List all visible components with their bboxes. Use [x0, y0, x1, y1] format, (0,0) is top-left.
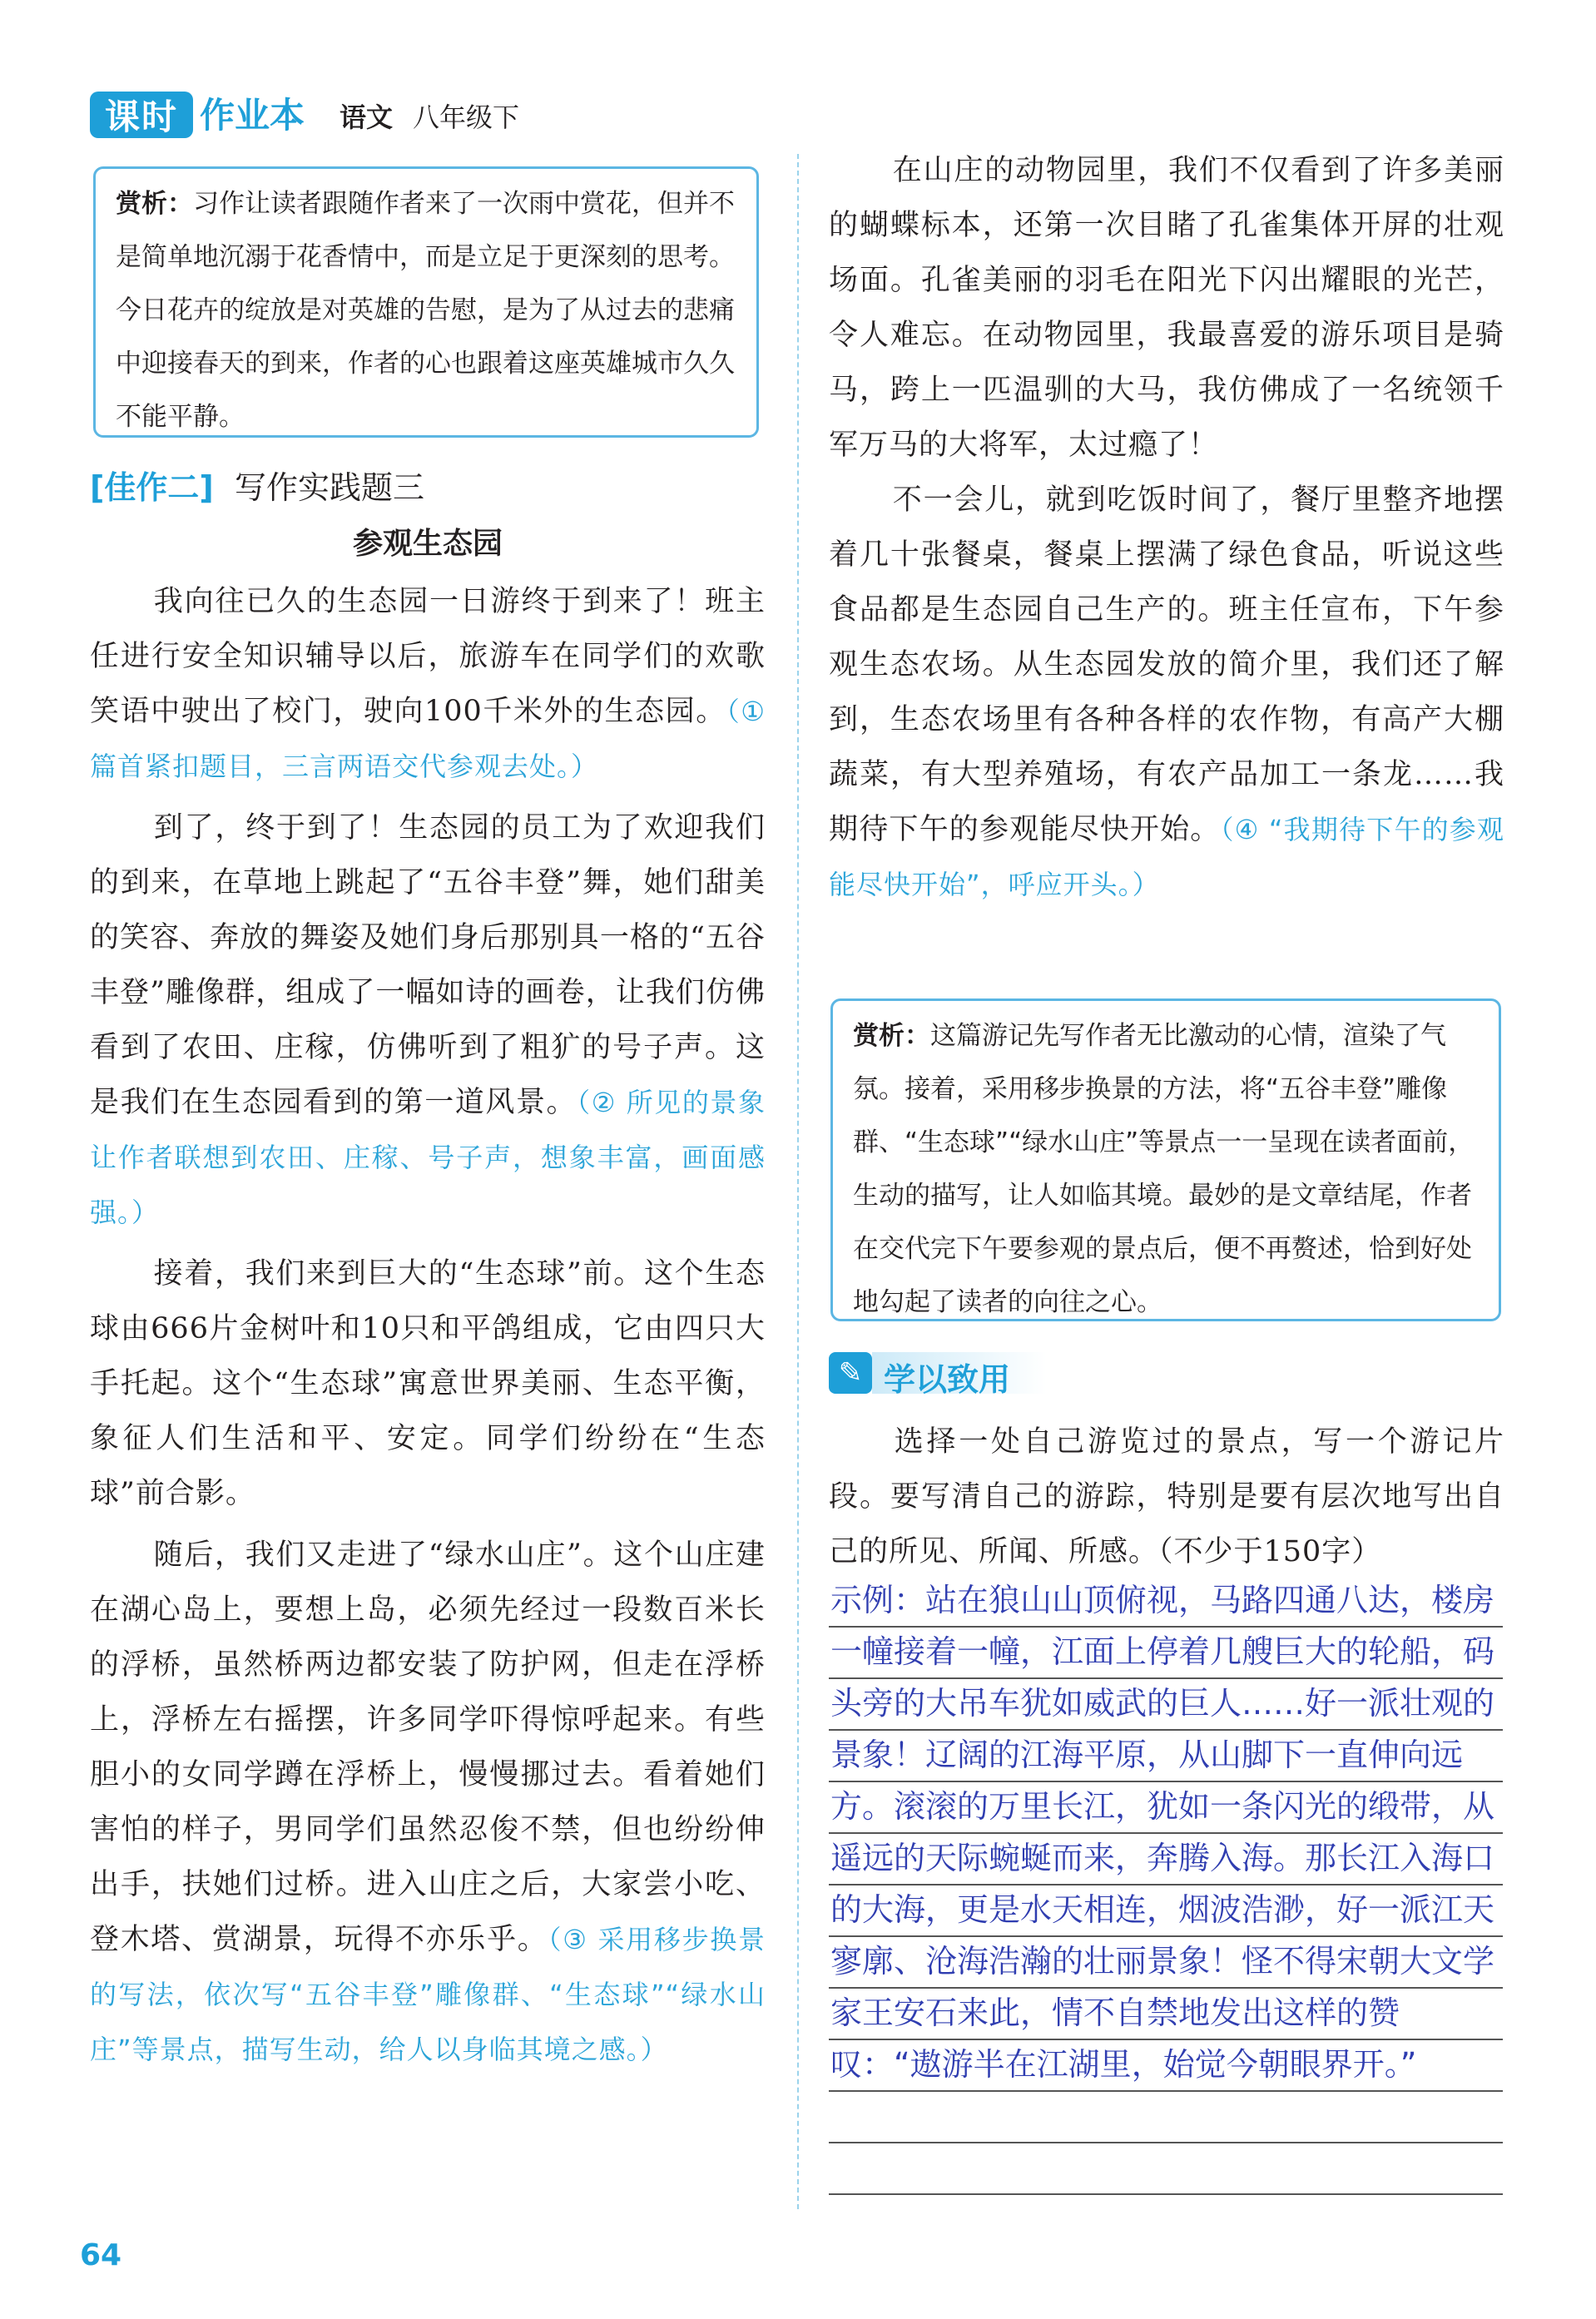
book-logo: 课时: [90, 92, 193, 138]
practice-prompt: [829, 1415, 1504, 1579]
pencil-icon: ✎: [829, 1352, 872, 1394]
page-number: 64: [80, 2238, 122, 2272]
right-column: [829, 143, 1504, 912]
annotation: （④ “我期待下午的参观能尽快开始”，呼应开头。）: [829, 814, 1504, 900]
annotation: （③ 采用移步换景的写法，依次写“五谷丰登”雕像群、“生态球”“绿水山庄”等景点，描写生动，给人以身临其境之感。）: [90, 1924, 766, 2065]
paragraph: [829, 473, 1504, 912]
paragraph: [90, 1528, 766, 2077]
paragraph-text: 随后，我们又走进了“绿水山庄”。这个山庄建在湖心岛上，要想上岛，必须先经过一段数百米长的浮桥，虽然桥两边都安装了防护网，但走在浮桥上，浮桥左右摇摆，许多同学吓得惊呼起来。有些胆小的女同学蹲在浮桥上，慢慢挪过去。看着她们害怕的样子，男同学们虽然忍俊不禁，但也纷纷伸出手，扶她们过桥。进入山庄之后，大家尝小吃、登木塔、赏湖景，玩得不亦乐乎。: [90, 1539, 766, 1956]
grade-label: 八年级下: [413, 102, 520, 133]
essay-category: 写作实践题三: [235, 469, 425, 506]
left-column: [90, 574, 766, 2077]
book-name: 作业本: [200, 95, 305, 136]
paragraph-text: 接着，我们来到巨大的“生态球”前。这个生态球由666片金树叶和10只和平鸽组成，它由四只大手托起。这个“生态球”寓意世界美丽、生态平衡，象征人们生活和平、安定。同学们纷纷在“生态球”前合影。: [90, 1257, 766, 1510]
top-note-label: 赏析：: [116, 189, 193, 219]
subject-label: 语文: [340, 102, 394, 133]
paragraph-text: 不一会儿，就到吃饭时间了，餐厅里整齐地摆着几十张餐桌，餐桌上摆满了绿色食品，听说这些食品都是生态园自己生产的。班主任宣布，下午参观生态农场。从生态园发放的简介里，我们还了解到，生态农场里有各种各样的农作物，有高产大棚蔬菜，有大型养殖场，有农产品加工一条龙……我期待下午的参观能尽快开始。: [829, 483, 1504, 846]
paragraph: [90, 574, 766, 794]
top-note-text: 习作让读者跟随作者来了一次雨中赏花，但并不是简单地沉溺于花香情中，而是立足于更深刻的思考。今日花卉的绽放是对英雄的告慰，是为了从过去的悲痛中迎接春天的到来，作者的心也跟着这座英雄城市久久不能平静。: [116, 189, 735, 432]
essay-title: 参观生态园: [352, 527, 503, 561]
paragraph-text: 在山庄的动物园里，我们不仅看到了许多美丽的蝴蝶标本，还第一次目睹了孔雀集体开屏的壮观场面。孔雀美丽的羽毛在阳光下闪出耀眼的光芒，令人难忘。在动物园里，我最喜爱的游乐项目是骑马，跨上一匹温驯的大马，我仿佛成了一名统领千军万马的大将军，太过瘾了！: [829, 154, 1504, 462]
section-title: 学以致用: [884, 1361, 1011, 1398]
paragraph-text: 到了，终于到了！生态园的员工为了欢迎我们的到来，在草地上跳起了“五谷丰登”舞，她们甜美的笑容、奔放的舞姿及她们身后那别具一格的“五谷丰登”雕像群，组成了一幅如诗的画卷，让我们仿佛看到了农田、庄稼，仿佛听到了粗犷的号子声。这是我们在生态园看到的第一道风景。: [90, 811, 766, 1119]
annotation: （① 篇首紧扣题目，三言两语交代参观去处。）: [90, 696, 766, 782]
essay-tag: [佳作二]: [90, 469, 214, 506]
essay-note-label: 赏析：: [853, 1021, 930, 1051]
writing-line: [829, 2090, 1503, 2092]
handwritten-answer: 示例：站在狼山山顶俯视，马路四通八达，楼房一幢接着一幢，江面上停着几艘巨大的轮船，码头旁的大吊车犹如威武的巨人……好一派壮观的景象！辽阔的江海平原，从山脚下一直伸向远方。滚滚的万里长江，犹如一条闪光的缎带，从遥远的天际蜿蜒而来，奔腾入海。那长江入海口的大海，更是水天相连，烟波浩渺，好一派江天寥廓、沧海浩瀚的壮丽景象！怪不得宋朝大文学家王安石来此，情不自禁地发出这样的赞叹：“遨游半在江湖里，始觉今朝眼界开。”: [830, 1582, 1495, 2083]
top-appreciation-box: [93, 166, 759, 438]
writing-line: [829, 2193, 1503, 2195]
paragraph-text: 我向往已久的生态园一日游终于到来了！班主任进行安全知识辅导以后，旅游车在同学们的欢歌笑语中驶出了校门，驶向100千米外的生态园。: [90, 585, 766, 728]
annotation: （② 所见的景象让作者联想到农田、庄稼、号子声，想象丰富，画面感强。）: [90, 1087, 766, 1228]
essay-note-text: 这篇游记先写作者无比激动的心情，渲染了气氛。接着，采用移步换景的方法，将“五谷丰登”雕像群、“生态球”“绿水山庄”等景点一一呈现在读者面前，生动的描写，让人如临其境。最妙的是文章结尾，作者在交代完下午要参观的景点后，便不再赘述，恰到好处地勾起了读者的向往之心。: [853, 1021, 1475, 1317]
paragraph: [90, 1246, 766, 1521]
paragraph: [90, 800, 766, 1240]
column-divider: [797, 154, 799, 2209]
prompt-text: 选择一处自己游览过的景点，写一个游记片段。要写清自己的游踪，特别是要有层次地写出自己的所见、所闻、所感。（不少于150字）: [829, 1425, 1504, 1568]
writing-line: [829, 2142, 1503, 2143]
essay-appreciation-box: [830, 998, 1501, 1321]
paragraph: [829, 143, 1504, 473]
